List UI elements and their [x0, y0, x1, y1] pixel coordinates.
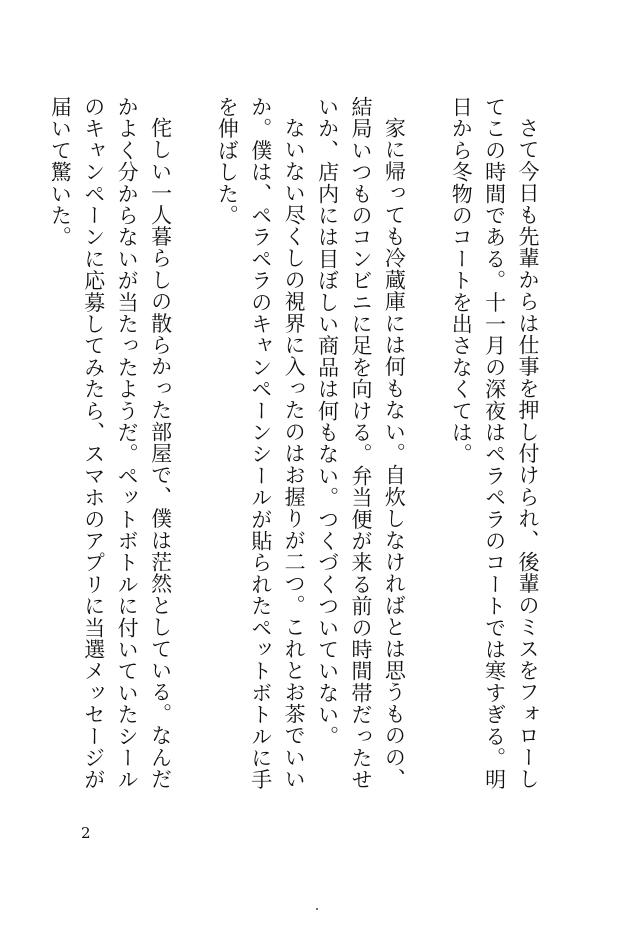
paragraph-4: 侘しい一人暮らしの散らかった部屋で、僕は茫然としている。なんだかよく分からないが当たったようだ。ペットボトルに付いていたシールのキャンペーンに応募してみたら、スマホのアプリに当選メッセージが届いて驚いた。 — [48, 96, 173, 791]
paragraph-3: ないない尽くしの視界に入ったのはお握りが二つ。これとお茶でいいか。僕は、ペラペラのキャンペーンシールが貼られたペットボトルに手を伸ばした。 — [215, 96, 307, 791]
vertical-text-body — [43, 96, 544, 796]
paragraph-gap — [410, 96, 443, 97]
scan-dot-mark — [316, 908, 318, 910]
paragraph-2: 家に帰っても冷蔵庫には何もない。自炊しなければとは思うものの、結局いつものコンビニに足を向ける。弁当便が来る前の時間帯だったせいか、店内には目ぼしい商品は何もない。つくづくついていない。 — [315, 96, 407, 791]
page-number: 2 — [81, 824, 91, 842]
paragraph-1: さて今日も先輩からは仕事を押し付けられ、後輩のミスをフォローしてこの時間である。十一月の深夜はペラペラのコートでは寒すぎる。明日から冬物のコートを出さなくては。 — [449, 96, 540, 791]
paragraph-gap — [177, 96, 210, 97]
